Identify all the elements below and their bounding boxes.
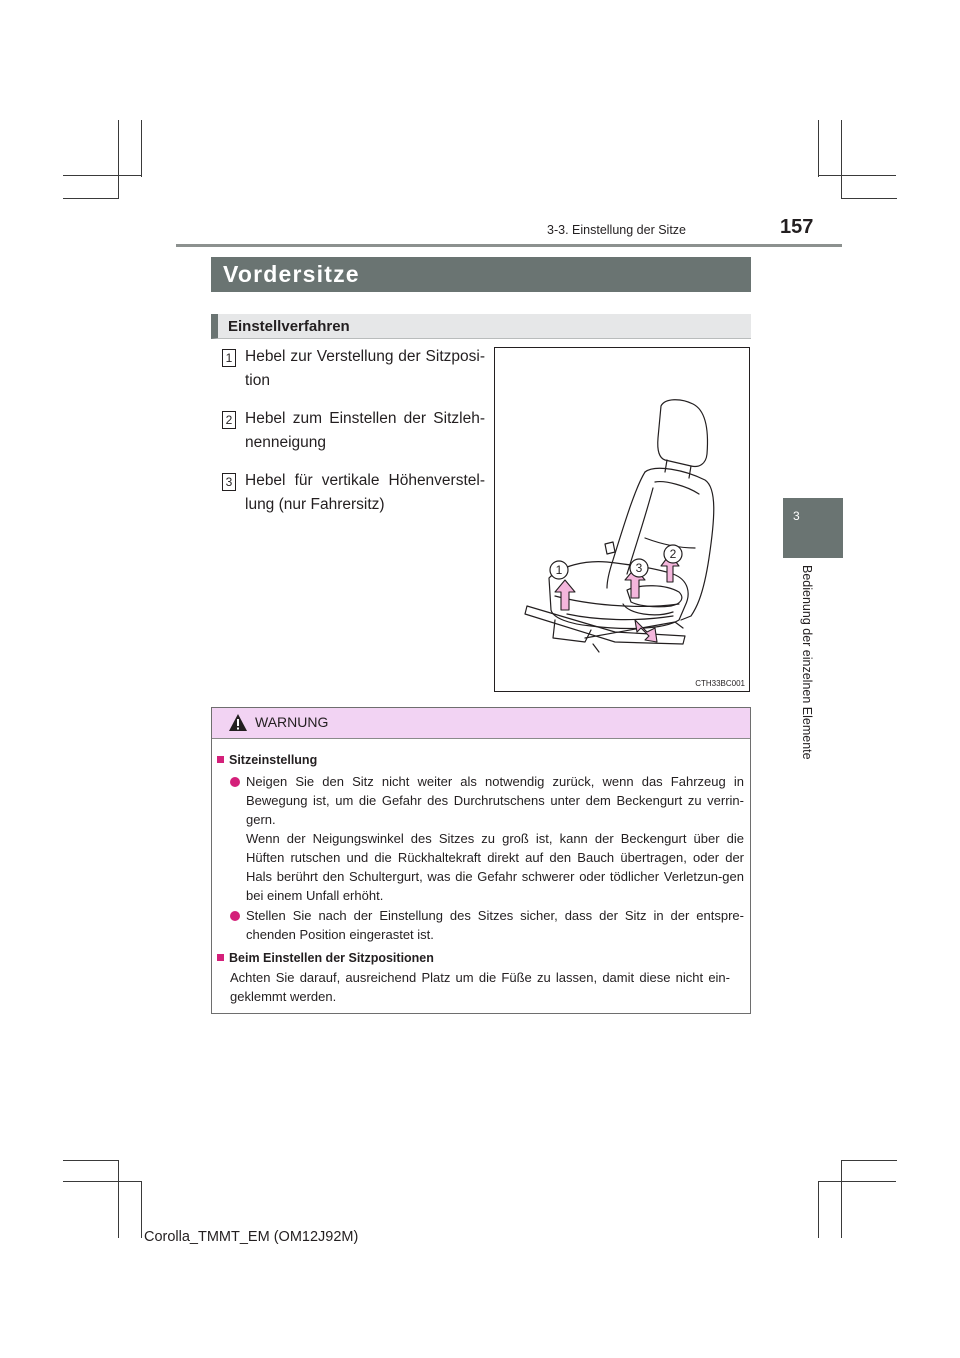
crop-mark [118,120,119,198]
warning-heading: Beim Einstellen der Sitzpositionen [217,949,434,968]
subsection-heading: Einstellverfahren [211,314,751,339]
crop-mark [63,1160,119,1161]
crop-mark [63,1181,141,1182]
item-number-badge: 3 [222,473,236,491]
list-item [222,345,492,393]
crop-mark [818,120,819,177]
crop-mark [818,1181,819,1238]
bullet-text: Neigen Sie den Sitz nicht weiter als notwendig zurück, wenn das Fahrzeug in Bewegung ist, um die Gefahr des Durchrutschens unter dem Beckengurt zu verrin-gern. [246,774,744,827]
item-number-badge: 1 [222,349,236,367]
square-bullet-icon [217,756,224,763]
crop-mark [818,1181,896,1182]
crop-mark [841,120,842,198]
header-section-title: 3-3. Einstellung der Sitze [547,223,686,237]
crop-mark [118,1160,119,1238]
circle-bullet-icon [230,777,240,787]
header-rule [176,244,842,247]
page-number: 157 [780,216,814,238]
crop-mark [841,1160,842,1238]
bullet-text: Stellen Sie nach der Einstellung des Sitzes sicher, dass der Sitz in der entspre-chenden Position eingerastet ist. [246,908,744,942]
figure-code: CTH33BC001 [695,679,745,688]
crop-mark [141,120,142,177]
seat-drawing [495,348,749,691]
crop-mark [141,1181,142,1238]
crop-mark [63,175,141,176]
crop-mark [818,175,896,176]
square-bullet-icon [217,954,224,961]
callout-2: 2 [669,547,677,561]
circle-bullet-icon [230,911,240,921]
lever-list [222,345,492,531]
list-item [222,407,492,455]
warning-triangle-icon [228,713,248,732]
item-text: Hebel für vertikale Höhenverstel-lung (nur Fahrersitz) [245,472,485,513]
chapter-number: 3 [793,509,800,523]
crop-mark [841,198,897,199]
seat-illustration [494,347,750,692]
warning-text: Achten Sie darauf, ausreichend Platz um die Füße zu lassen, damit diese nicht ein-geklemmt werden. [230,970,730,1004]
page-title: Vordersitze [211,257,751,292]
warning-header [212,708,750,739]
warning-bullet [230,906,744,944]
list-item [222,469,492,517]
item-number-badge: 2 [222,411,236,429]
item-text: Hebel zur Verstellung der Sitzposi-tion [245,348,485,389]
item-text: Hebel zum Einstellen der Sitzleh-nenneigung [245,410,485,451]
warning-label: WARNUNG [255,714,329,730]
footer-doc-id: Corolla_TMMT_EM (OM12J92M) [144,1229,359,1245]
chapter-tab [783,498,843,558]
crop-mark [841,1160,897,1161]
warning-box [211,707,751,1014]
warning-bullet [230,772,744,905]
callout-1: 1 [555,563,563,577]
warning-heading: Sitzeinstellung [217,751,317,770]
chapter-label: Bedienung der einzelnen Elemente [800,565,814,760]
crop-mark [63,198,119,199]
bullet-text: Wenn der Neigungswinkel des Sitzes zu groß ist, kann der Beckengurt über die Hüften rutschen und die Rückhaltekraft direkt auf den Bauch übertragen, oder der Hals berührt den Schultergurt, was die Gefahr schwerer oder tödlicher Verletzun-gen bei einem Unfall erhöht. [246,831,744,903]
callout-3: 3 [635,561,643,575]
